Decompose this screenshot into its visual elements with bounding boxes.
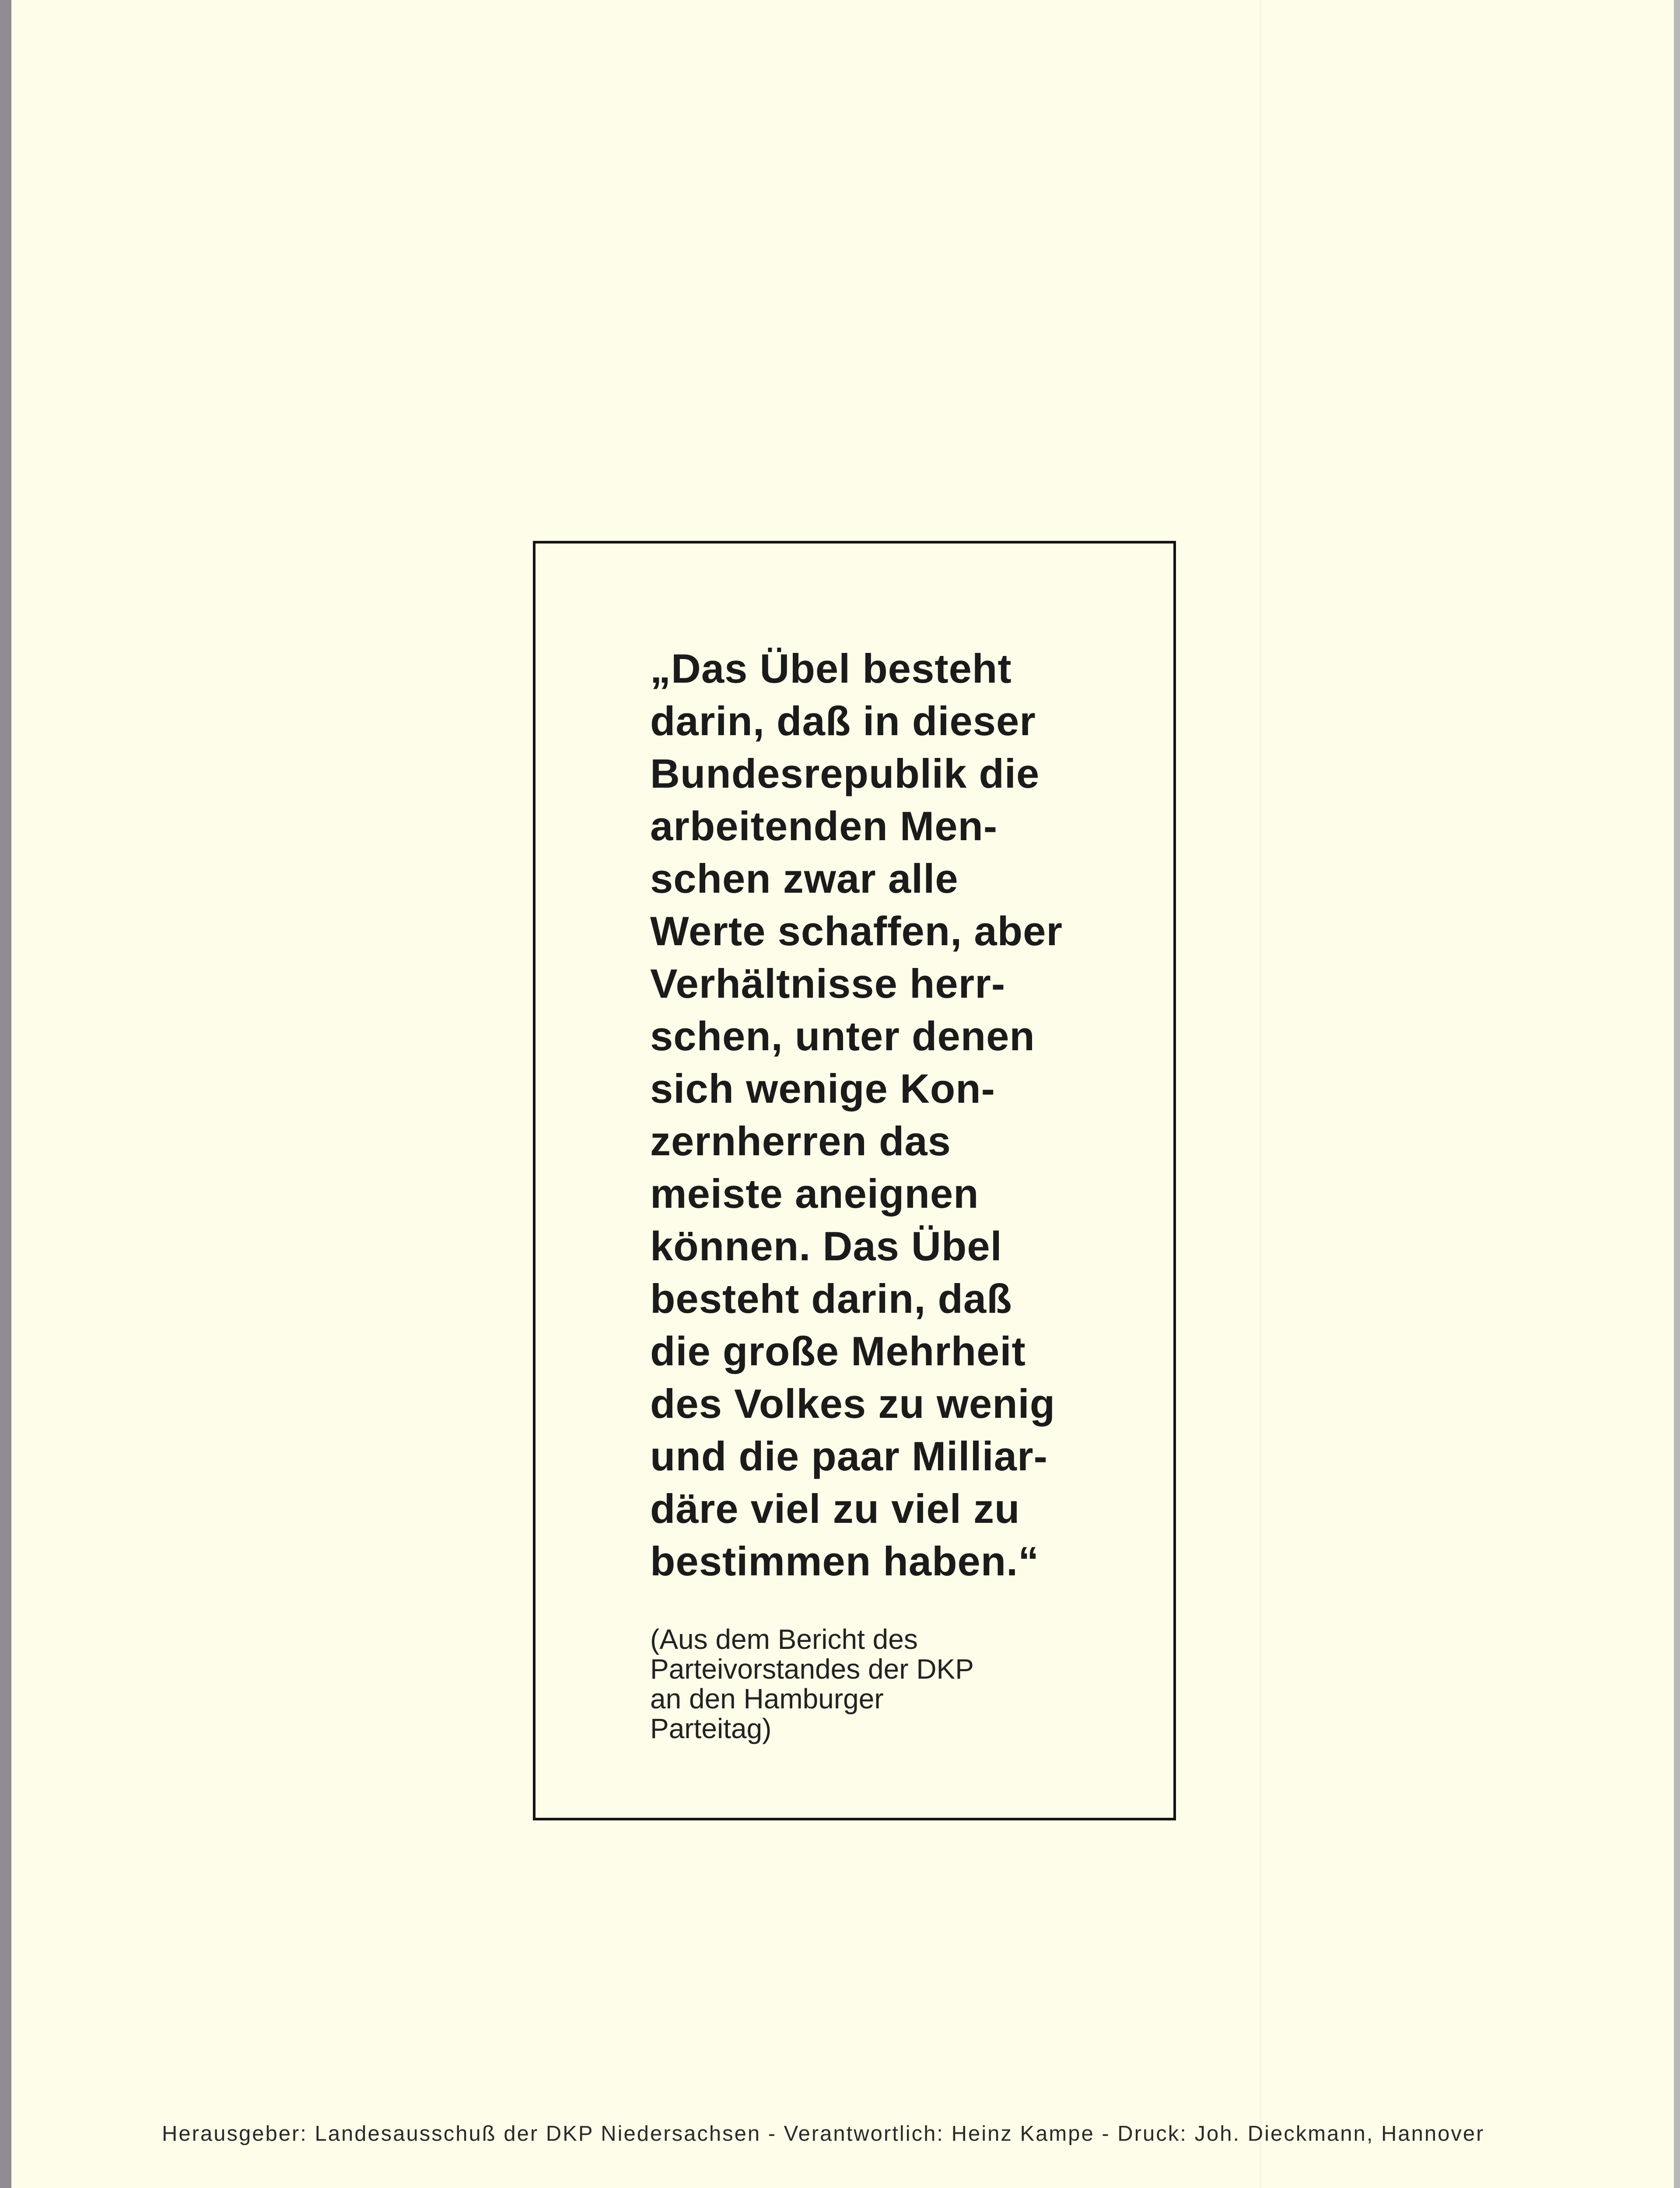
- quote-line: des Volkes zu wenig: [650, 1381, 1056, 1427]
- quote-line: zernherren das: [650, 1118, 951, 1164]
- paper-fold-line: [1259, 0, 1262, 2188]
- quote-line: Bundesrepublik die: [650, 750, 1040, 796]
- source-line: (Aus dem Bericht des: [650, 1623, 918, 1655]
- quote-line: bestimmen haben.“: [650, 1538, 1040, 1584]
- quote-line: und die paar Milliar-: [650, 1433, 1048, 1479]
- quote-line: „Das Übel besteht: [650, 645, 1012, 691]
- scan-edge-left: [0, 0, 11, 2188]
- quote-line: die große Mehrheit: [650, 1328, 1026, 1374]
- source-line: an den Hamburger: [650, 1683, 884, 1715]
- quote-line: arbeitenden Men-: [650, 803, 998, 849]
- quote-line: däre viel zu viel zu: [650, 1486, 1020, 1532]
- quote-line: darin, daß in dieser: [650, 698, 1036, 744]
- quote-line: schen zwar alle: [650, 856, 959, 901]
- quote-box: [533, 541, 1176, 1820]
- quote-line: Werte schaffen, aber: [650, 908, 1063, 954]
- quote-source: [650, 1624, 1131, 1743]
- quote-line: meiste aneignen: [650, 1171, 979, 1217]
- quote-line: Verhältnisse herr-: [650, 961, 1006, 1006]
- quote-line: besteht darin, daß: [650, 1276, 1012, 1322]
- quote-text: [650, 642, 1140, 1588]
- quote-line: sich wenige Kon-: [650, 1066, 995, 1112]
- quote-line: schen, unter denen: [650, 1013, 1035, 1059]
- quote-line: können. Das Übel: [650, 1223, 1002, 1269]
- source-line: Parteitag): [650, 1713, 772, 1744]
- scan-edge-right: [1674, 0, 1680, 2188]
- imprint-footer: Herausgeber: Landesausschuß der DKP Niedersachsen - Verantwortlich: Heinz Kampe - Druck: Joh. Dieckmann, Hannover: [162, 2122, 1485, 2146]
- source-line: Parteivorstandes der DKP: [650, 1653, 974, 1685]
